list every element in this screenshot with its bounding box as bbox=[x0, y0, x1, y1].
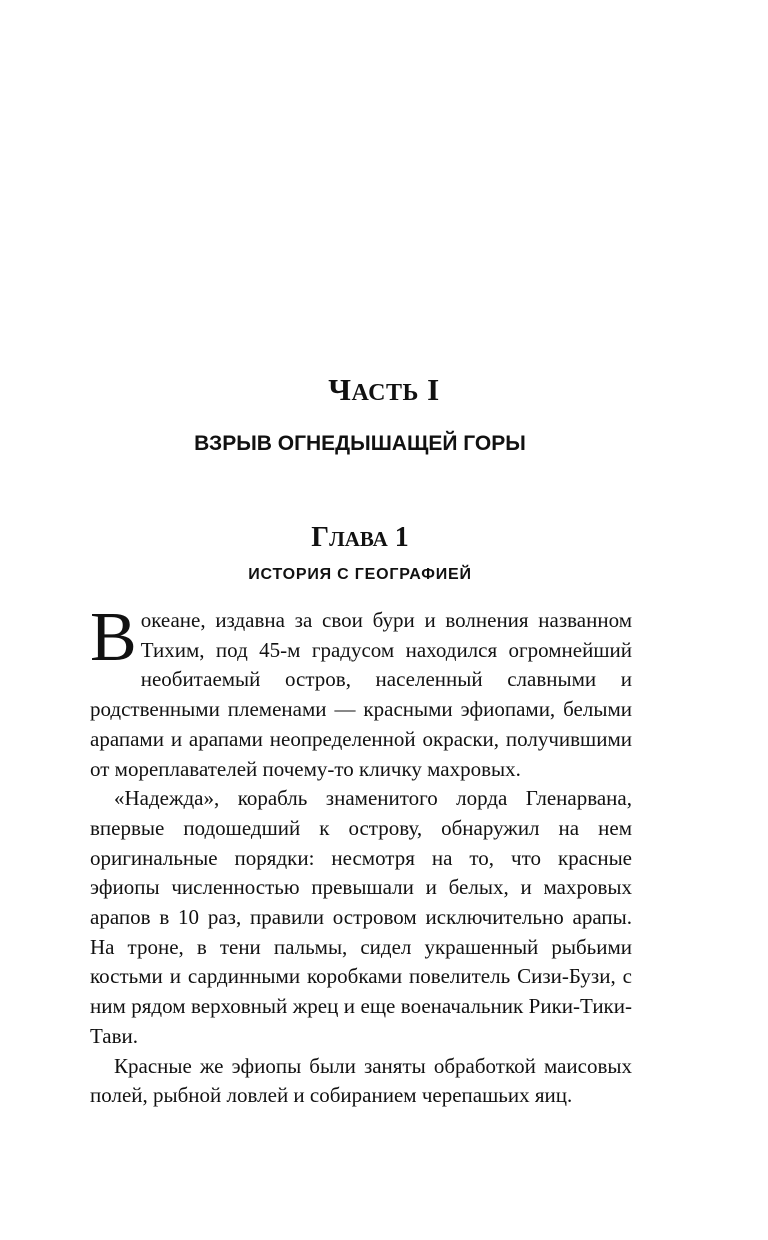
chapter-title bbox=[0, 522, 720, 554]
paragraph-1-text: океане, издавна за свои бури и волнения названном Тихим, под 45-м градусом находился огромнейший необитаемый остров, населенный славными и родственными племенами — красными эфиопами, белыми арапами и арапами неопределенной окраски, получившими от мореплавателей почему-то кличку махровых. bbox=[90, 608, 632, 781]
part-title-number: I bbox=[427, 372, 440, 407]
chapter-title-initial: Г bbox=[311, 522, 330, 553]
chapter-title-number: 1 bbox=[394, 522, 409, 553]
drop-cap: В bbox=[90, 599, 137, 676]
part-title bbox=[0, 372, 768, 408]
body-text bbox=[90, 599, 632, 1111]
chapter-title-word: ЛАВА bbox=[329, 527, 388, 551]
paragraph-3: Красные же эфиопы были заняты обработкой маисовых полей, рыбной ловлей и собиранием черепашьих яиц. bbox=[90, 1053, 632, 1108]
paragraph-2: «Надежда», корабль знаменитого лорда Гленарвана, впервые подошедший к острову, обнаружил на нем оригинальные порядки: несмотря на то, что красные эфиопы численностью превышали и белых, и махровых арапов в 10 раз, правили островом исключительно арапы. На троне, в тени пальмы, сидел украшенный рыбьими костьми и сардинными коробками повелитель Сизи-Бузи, с ним рядом верховный жрец и еще военачальник Рики-Тики-Тави. bbox=[90, 786, 632, 1048]
part-title-initial: Ч bbox=[328, 372, 352, 407]
chapter-subtitle: ИСТОРИЯ С ГЕОГРАФИЕЙ bbox=[248, 566, 472, 583]
part-title-word: АСТЬ bbox=[351, 380, 419, 406]
paragraph-1 bbox=[90, 599, 632, 784]
part-subtitle: ВЗРЫВ ОГНЕДЫШАЩЕЙ ГОРЫ bbox=[194, 432, 526, 455]
